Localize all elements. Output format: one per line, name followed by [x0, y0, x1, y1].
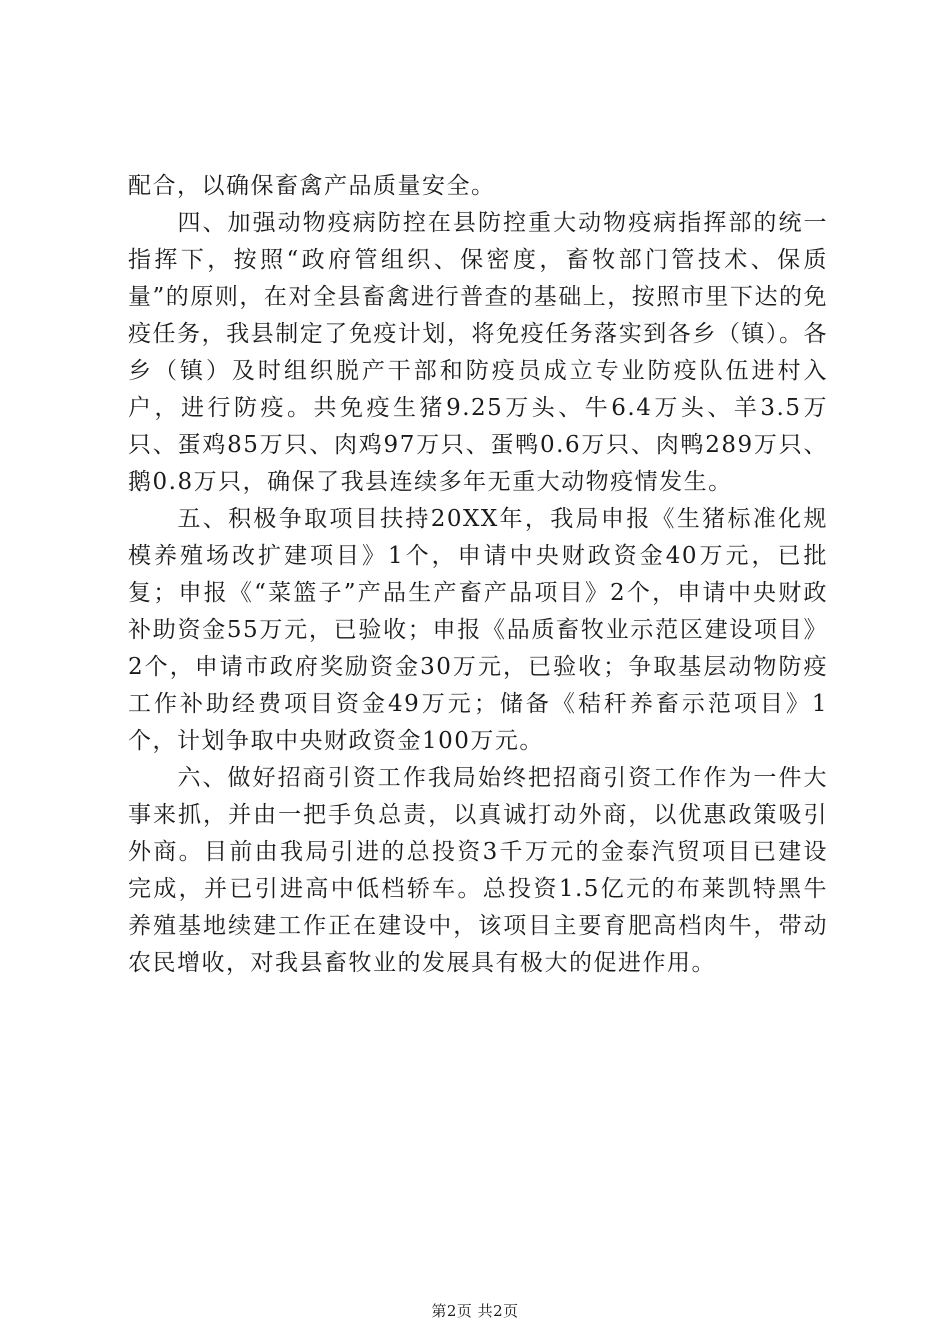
page-footer: [0, 1300, 950, 1321]
paragraph-investment-attraction: 六、做好招商引资工作我局始终把招商引资工作作为一件大事来抓，并由一把手负总责，以真诚打动外商，以优惠政策吸引外商。目前由我局引进的总投资3千万元的金泰汽贸项目已建设完成，并已引进高中低档轿车。总投资1.5亿元的布莱凯特黑牛养殖基地续建工作正在建设中，该项目主要育肥高档肉牛，带动农民增收，对我县畜牧业的发展具有极大的促进作用。: [128, 765, 828, 976]
page-number: 第2页 共2页: [431, 1302, 519, 1320]
paragraph-continuation: 配合，以确保畜禽产品质量安全。: [128, 173, 496, 199]
paragraph-project-support: 五、积极争取项目扶持20XX年，我局申报《生猪标准化规模养殖场改扩建项目》1个，申请中央财政资金40万元，已批复；申报《“菜篮子”产品生产畜产品项目》2个，申请中央财政补助资金55万元，已验收；申报《品质畜牧业示范区建设项目》2个，申请市政府奖励资金30万元，已验收；争取基层动物防疫工作补助经费项目资金49万元；储备《秸秆养畜示范项目》1个，计划争取中央财政资金100万元。: [128, 506, 828, 754]
document-body: [128, 168, 828, 982]
paragraph-animal-disease-control: 四、加强动物疫病防控在县防控重大动物疫病指挥部的统一指挥下，按照“政府管组织、保密度，畜牧部门管技术、保质量”的原则，在对全县畜禽进行普查的基础上，按照市里下达的免疫任务，我县制定了免疫计划，将免疫任务落实到各乡（镇）。各乡（镇）及时组织脱产干部和防疫员成立专业防疫队伍进村入户，进行防疫。共免疫生猪9.25万头、牛6.4万头、羊3.5万只、蛋鸡85万只、肉鸡97万只、蛋鸭0.6万只、肉鸭289万只、鹅0.8万只，确保了我县连续多年无重大动物疫情发生。: [128, 210, 828, 495]
